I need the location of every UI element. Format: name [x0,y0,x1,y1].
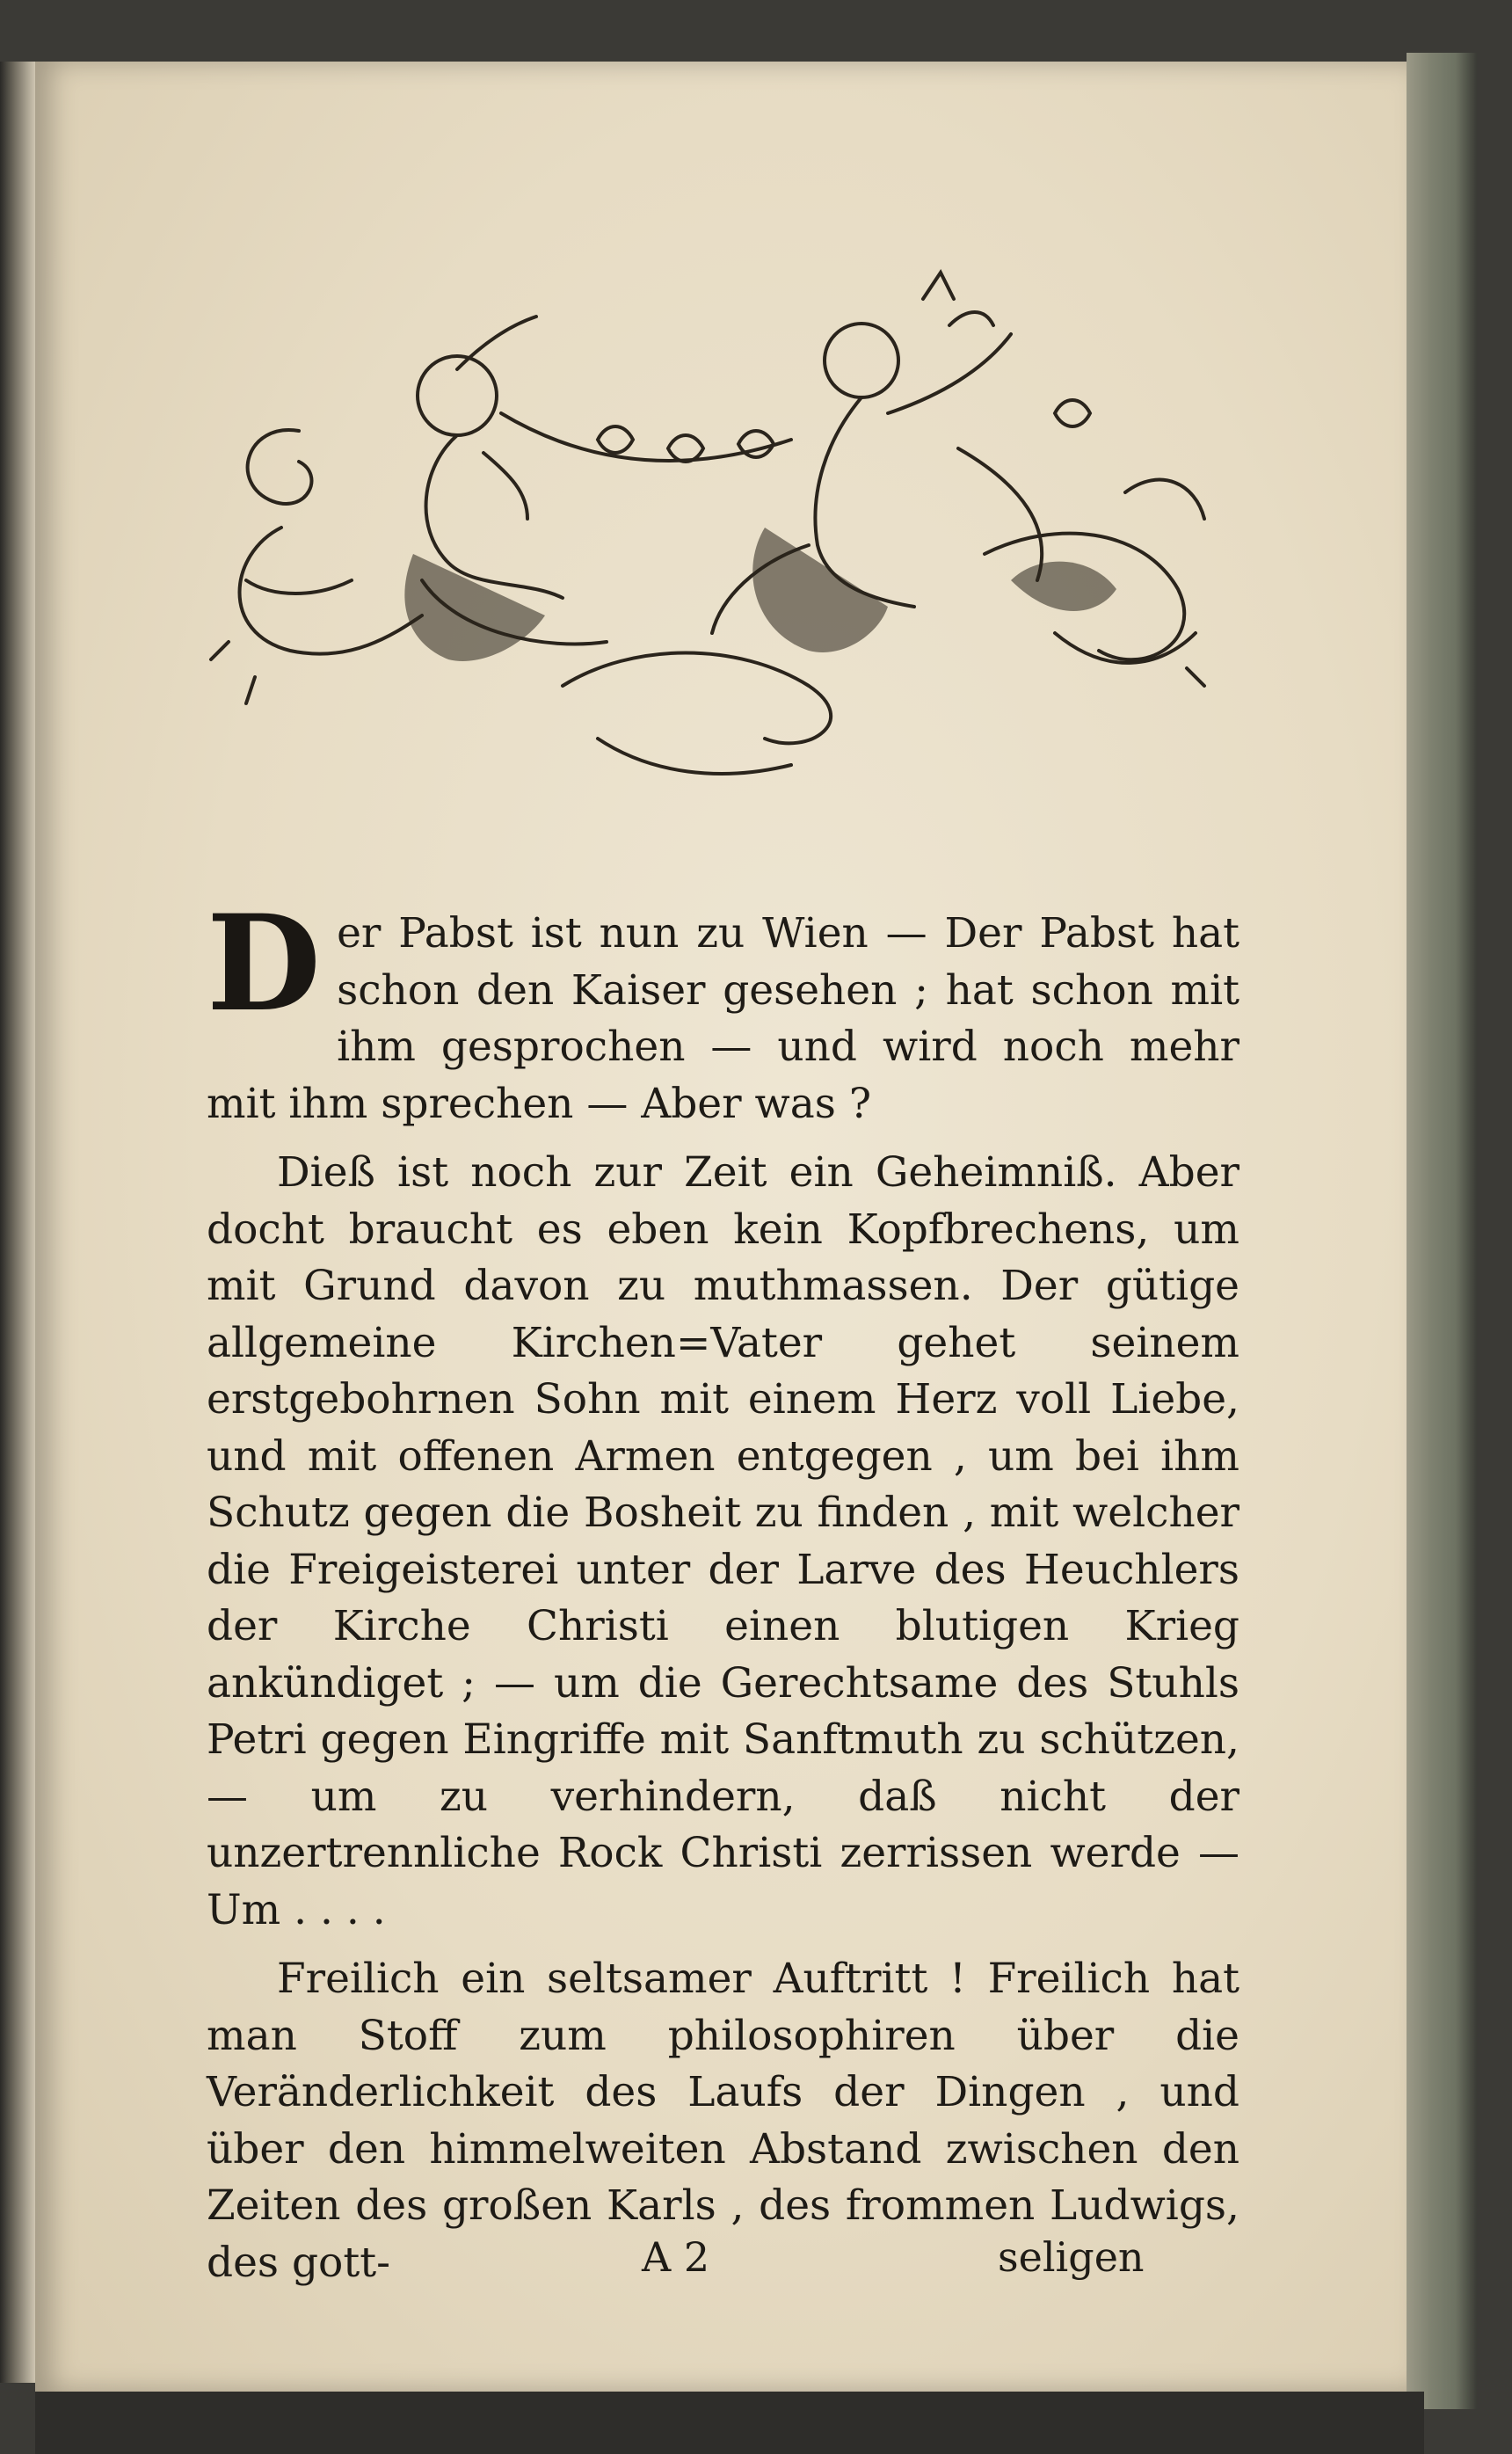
body-text [207,886,1239,2304]
scan-background [35,2392,1424,2454]
paragraph-1 [207,886,1239,1132]
catchword: seligen [998,2233,1145,2281]
signature-mark: A 2 [642,2233,710,2281]
drop-cap: D [207,886,322,1041]
facing-page-edge [0,62,35,2383]
paragraph-2: Dieß ist noch zur Zeit ein Geheimniß. Aber docht braucht es eben kein Kopfbrechens, um mit Grund davon zu muthmassen. Der gütige allgemeine Kirchen=Vater gehet seinem erstgebohrnen Sohn mit einem Herz voll Liebe, und mit offenen Armen entgegen , um bei ihm Schutz gegen die Bosheit zu finden , mit welcher die Freigeisterei unter der Larve des Heuchlers der Kirche Christi einen blutigen Krieg ankündiget ; — um die Gerechtsame des Stuhls Petri gegen Eingriffe mit Sanftmuth zu schützen, — um zu verhindern, daß nicht der unzertrennliche Rock Christi zerrissen werde — Um . . . . [207,1148,1239,1934]
cherub-vignette-ornament [193,264,1231,809]
paragraph-3: Freilich ein seltsamer Auftritt ! Freilich hat man Stoff zum philosophiren über die Veränderlichkeit des Laufs der Dingen , und über den himmelweiten Abstand zwischen den Zeiten des großen Karls , des frommen Ludwigs, des gott- [207,1955,1239,2287]
book-cover-edge [1407,53,1477,2409]
page-footer [35,2233,1407,2295]
book-page [35,62,1407,2392]
paragraph-1-text: er Pabst ist nun zu Wien — Der Pabst hat schon den Kaiser gesehen ; hat schon mit ihm gesprochen — und wird noch mehr mit ihm sprechen — Aber was ? [207,909,1239,1128]
